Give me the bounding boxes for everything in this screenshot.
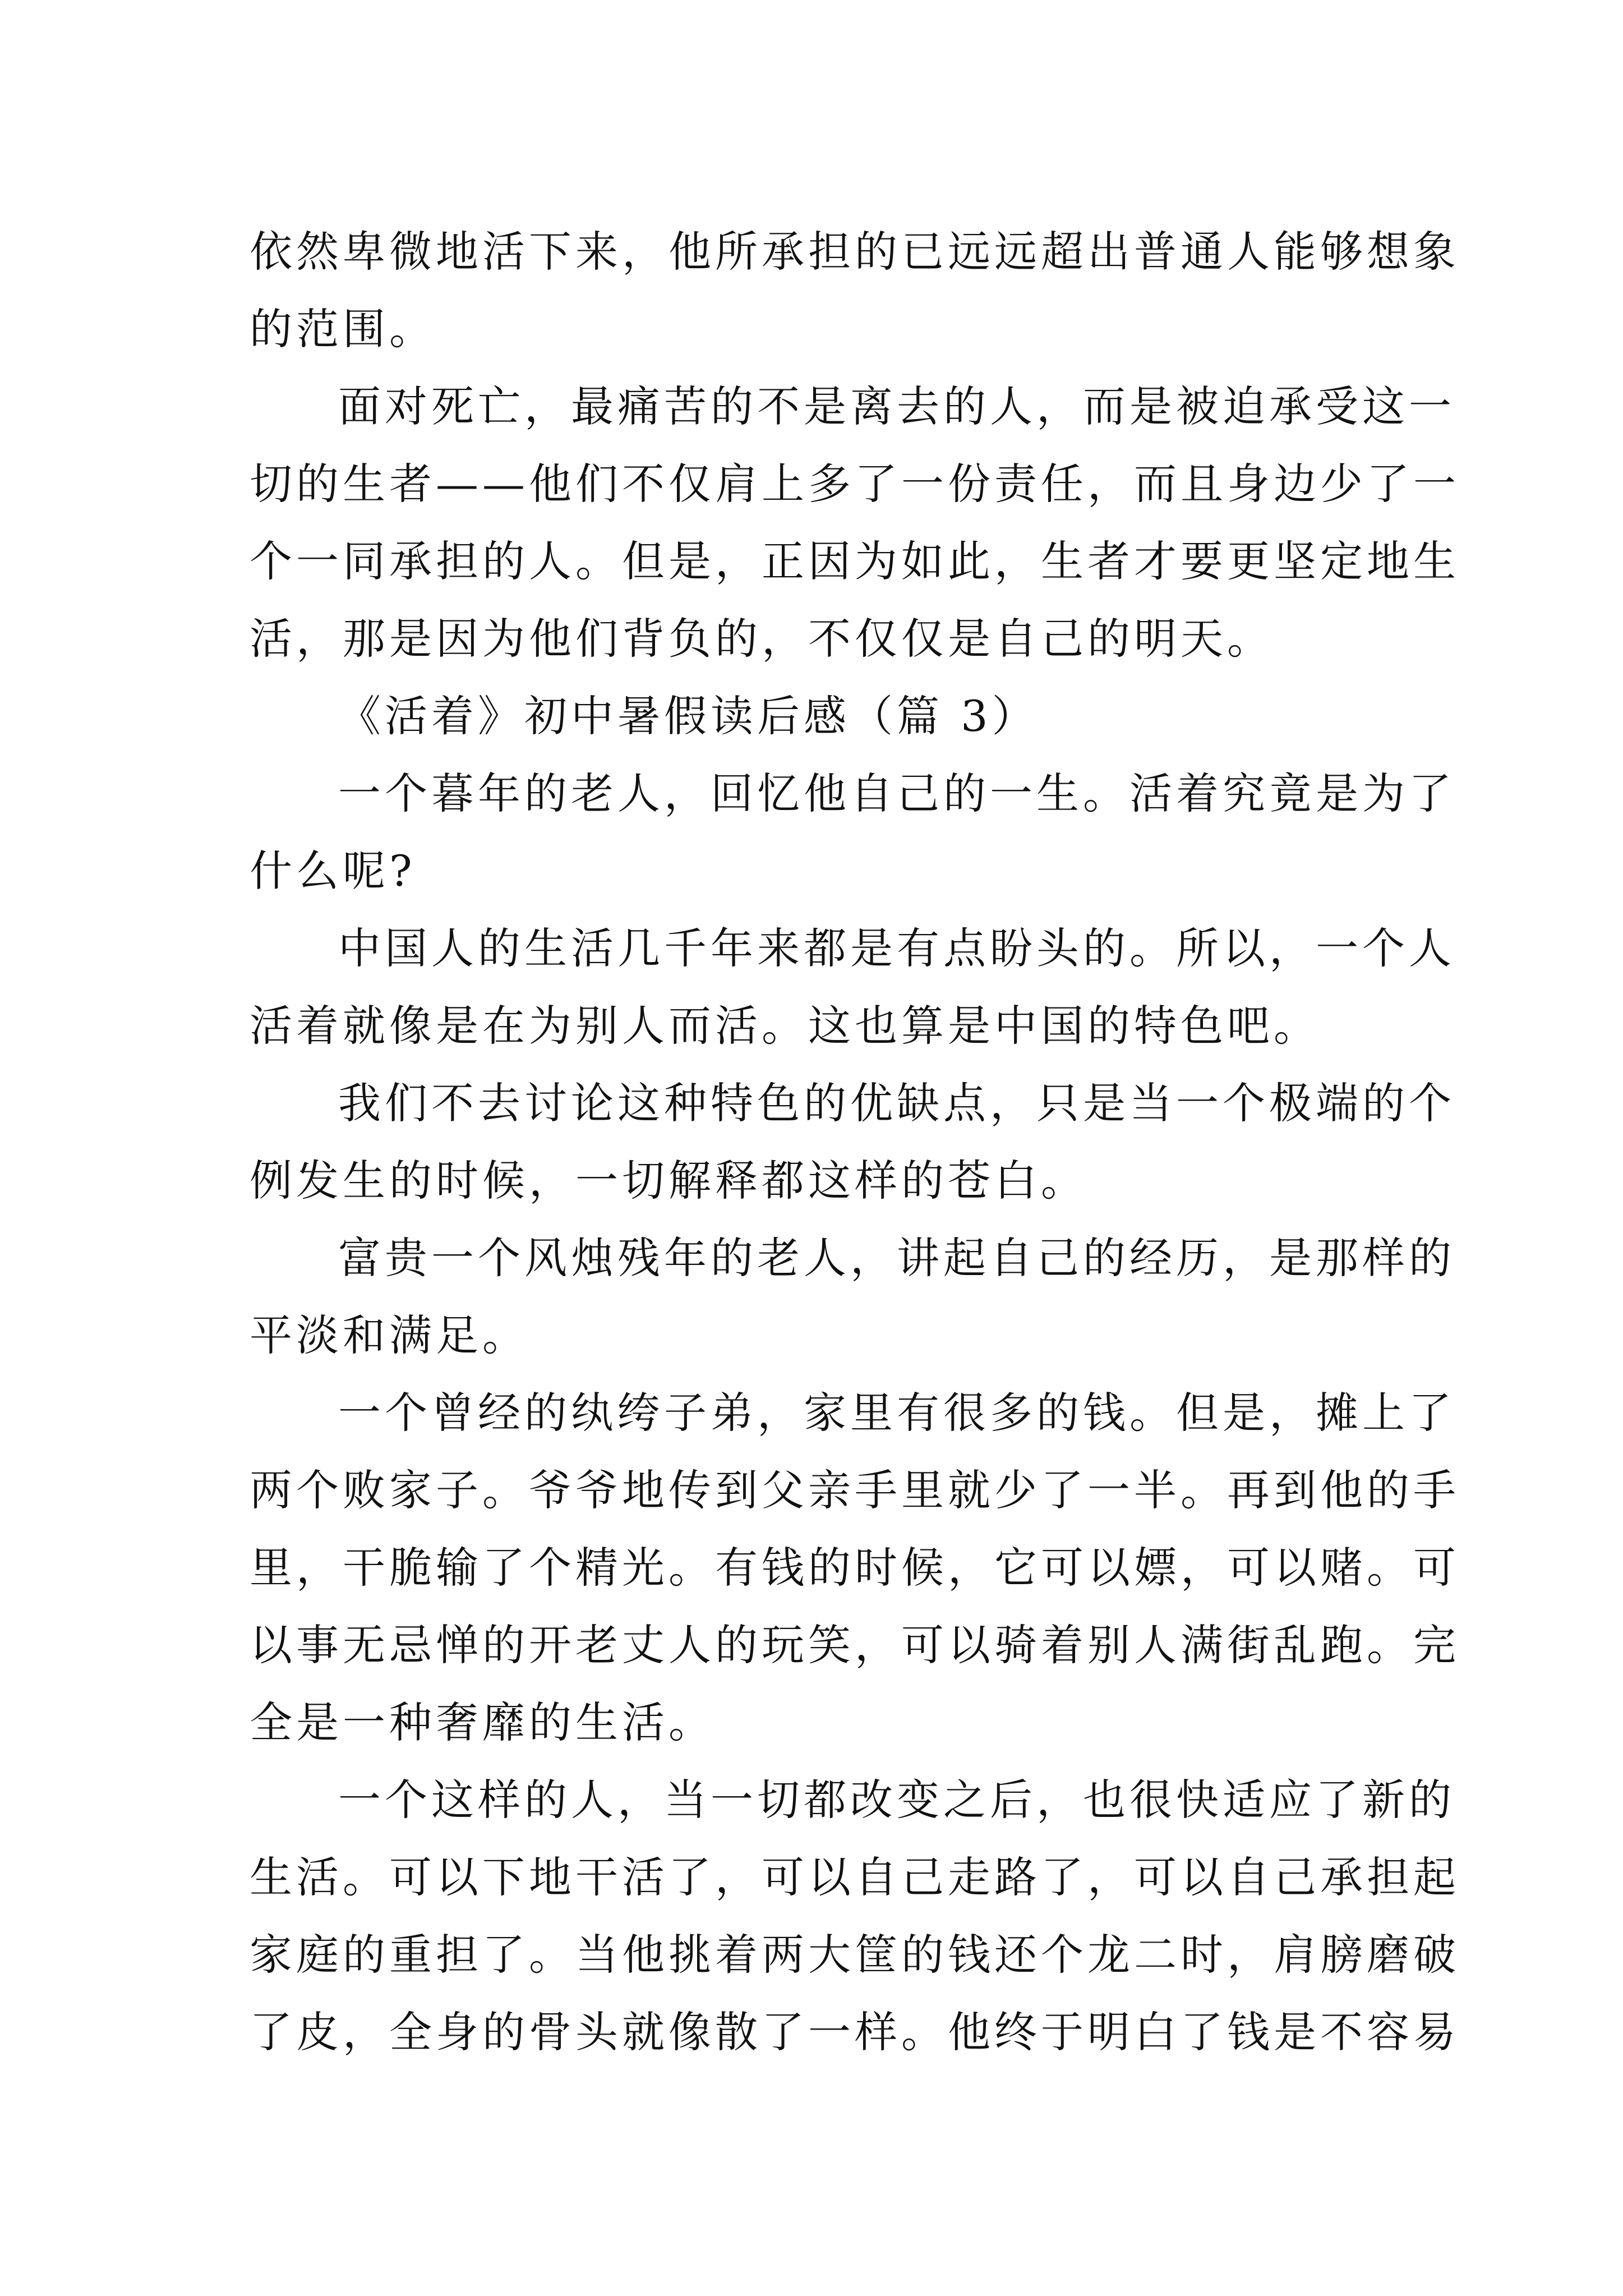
text-line: 个一同承担的人。但是，正因为如此，生者才要更坚定地生 bbox=[250, 536, 1460, 586]
text-line: 以事无忌惮的开老丈人的玩笑，可以骑着别人满街乱跑。完 bbox=[250, 1620, 1460, 1670]
paragraph-first-line: 中国人的生活几千年来都是有点盼头的。所以，一个人 bbox=[338, 923, 1455, 973]
paragraph-first-line: 一个曾经的纨绔子弟，家里有很多的钱。但是，摊上了 bbox=[338, 1388, 1455, 1438]
paragraph-first-line: 富贵一个风烛残年的老人，讲起自己的经历，是那样的 bbox=[338, 1233, 1455, 1283]
paragraph-first-line: 一个这样的人，当一切都改变之后，也很快适应了新的 bbox=[338, 1775, 1455, 1825]
text-line: 切的生者——他们不仅肩上多了一份责任，而且身边少了一 bbox=[250, 459, 1460, 509]
document-body bbox=[250, 213, 1460, 2071]
text-line: 生活。可以下地干活了，可以自己走路了，可以自己承担起 bbox=[250, 1852, 1460, 1902]
text-line: 里，干脆输了个精光。有钱的时候，它可以嫖，可以赌。可 bbox=[250, 1543, 1460, 1593]
text-line: 什么呢? bbox=[250, 846, 416, 896]
text-line: 了皮，全身的骨头就像散了一样。他终于明白了钱是不容易 bbox=[250, 2007, 1460, 2057]
paragraph-first-line: 我们不去讨论这种特色的优缺点，只是当一个极端的个 bbox=[338, 1078, 1455, 1128]
text-line: 平淡和满足。 bbox=[250, 1310, 529, 1360]
text-line: 全是一种奢靡的生活。 bbox=[250, 1697, 715, 1747]
paragraph-first-line: 一个暮年的老人，回忆他自己的一生。活着究竟是为了 bbox=[338, 769, 1455, 818]
text-line: 活着就像是在为别人而活。这也算是中国的特色吧。 bbox=[250, 1001, 1320, 1051]
text-line: 依然卑微地活下来，他所承担的已远远超出普通人能够想象 bbox=[250, 227, 1460, 277]
text-line: 活，那是因为他们背负的，不仅仅是自己的明天。 bbox=[250, 614, 1274, 664]
text-line: 家庭的重担了。当他挑着两大筐的钱还个龙二时，肩膀磨破 bbox=[250, 1930, 1460, 1980]
text-line: 例发生的时候，一切解释都这样的苍白。 bbox=[250, 1156, 1087, 1205]
text-line: 的范围。 bbox=[250, 304, 436, 354]
paragraph-first-line: 面对死亡，最痛苦的不是离去的人，而是被迫承受这一 bbox=[338, 381, 1455, 431]
section-heading: 《活着》初中暑假读后感（篇 3） bbox=[338, 691, 1039, 741]
text-line: 两个败家子。爷爷地传到父亲手里就少了一半。再到他的手 bbox=[250, 1465, 1460, 1515]
